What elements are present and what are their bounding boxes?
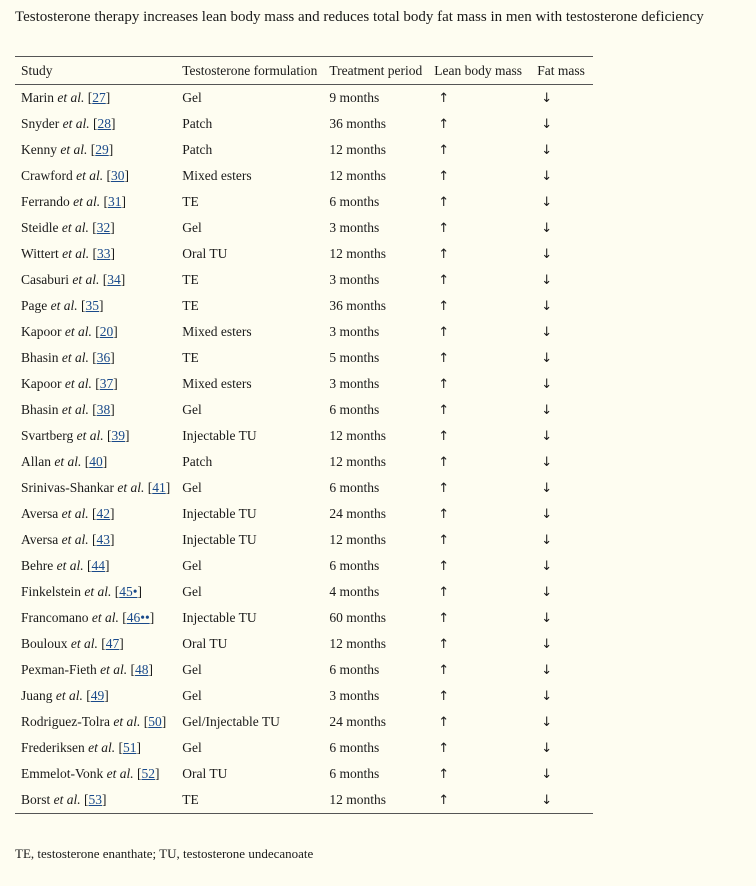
study-author: Frederiksen [21, 740, 85, 755]
study-author: Borst [21, 792, 51, 807]
study-author: Crawford [21, 168, 73, 183]
study-etal: et al. [64, 324, 92, 339]
fat-mass-down-arrow-icon: ↓ [541, 324, 553, 340]
study-etal: et al. [91, 610, 119, 625]
fat-mass-down-arrow-icon: ↓ [541, 142, 553, 158]
table-row [15, 553, 593, 579]
study-cell: Marin et al. [27] [21, 90, 111, 105]
study-author: Behre [21, 558, 54, 573]
study-etal: et al. [57, 90, 85, 105]
formulation-cell: Oral TU [182, 766, 228, 781]
lean-mass-up-arrow-icon: ↑ [438, 480, 450, 496]
table-row [15, 111, 593, 137]
table-row [15, 475, 593, 501]
period-cell: 3 months [329, 376, 380, 391]
formulation-cell: TE [182, 792, 199, 807]
fat-mass-down-arrow-icon: ↓ [541, 220, 553, 236]
fat-mass-down-arrow-icon: ↓ [541, 298, 553, 314]
reference-link[interactable]: 46•• [126, 610, 150, 625]
formulation-cell: TE [182, 194, 199, 209]
table-row [15, 371, 593, 397]
lean-mass-up-arrow-icon: ↑ [438, 636, 450, 652]
period-cell: 36 months [329, 298, 387, 313]
reference-link[interactable]: 41 [152, 480, 166, 495]
formulation-cell: TE [182, 350, 199, 365]
period-cell: 3 months [329, 220, 380, 235]
study-cell: Pexman-Fieth et al. [48] [21, 662, 153, 677]
reference-link[interactable]: 35 [85, 298, 99, 313]
table-row [15, 319, 593, 345]
study-cell: Juang et al. [49] [21, 688, 109, 703]
study-etal: et al. [84, 584, 112, 599]
reference-link[interactable]: 37 [99, 376, 114, 391]
study-etal: et al. [61, 220, 89, 235]
table-row [15, 709, 593, 735]
reference-link[interactable]: 38 [96, 402, 111, 417]
formulation-cell: Gel [182, 402, 202, 417]
fat-mass-down-arrow-icon: ↓ [541, 454, 553, 470]
lean-mass-up-arrow-icon: ↑ [438, 116, 450, 132]
study-cell: Aversa et al. [42] [21, 506, 115, 521]
reference-link[interactable]: 49 [90, 688, 105, 703]
reference-link[interactable]: 36 [96, 350, 111, 365]
study-cell: Bhasin et al. [36] [21, 350, 115, 365]
study-etal: et al. [76, 168, 104, 183]
formulation-cell: Gel [182, 220, 202, 235]
formulation-cell: Gel [182, 584, 202, 599]
fat-mass-down-arrow-icon: ↓ [541, 610, 553, 626]
lean-mass-up-arrow-icon: ↑ [438, 688, 450, 704]
study-author: Ferrando [21, 194, 70, 209]
reference-link[interactable]: 30 [110, 168, 125, 183]
formulation-cell: Oral TU [182, 636, 228, 651]
reference-link[interactable]: 40 [89, 454, 103, 469]
formulation-cell: Gel/Injectable TU [182, 714, 280, 729]
formulation-cell: Gel [182, 740, 202, 755]
study-author: Snyder [21, 116, 60, 131]
formulation-cell: Injectable TU [182, 428, 257, 443]
study-etal: et al. [64, 376, 92, 391]
study-cell: Crawford et al. [30] [21, 168, 129, 183]
study-cell: Kenny et al. [29] [21, 142, 114, 157]
table-row [15, 527, 593, 553]
table-row [15, 189, 593, 215]
lean-mass-up-arrow-icon: ↑ [438, 376, 450, 392]
study-cell: Emmelot-Vonk et al. [52] [21, 766, 160, 781]
study-etal: et al. [117, 480, 145, 495]
reference-link[interactable]: 52 [141, 766, 155, 781]
table-caption: Testosterone therapy increases lean body mass and reduces total body fat mass in men with testosterone deficiency [15, 9, 704, 25]
reference-link[interactable]: 32 [96, 220, 111, 235]
study-cell: Frederiksen et al. [51] [21, 740, 141, 755]
study-etal: et al. [50, 298, 78, 313]
fat-mass-down-arrow-icon: ↓ [541, 766, 553, 782]
study-author: Kapoor [21, 324, 62, 339]
table-row [15, 761, 593, 787]
period-cell: 6 months [329, 558, 380, 573]
reference-link[interactable]: 53 [88, 792, 103, 807]
study-cell: Svartberg et al. [39] [21, 428, 130, 443]
study-etal: et al. [113, 714, 141, 729]
lean-mass-up-arrow-icon: ↑ [438, 298, 450, 314]
formulation-cell: Patch [182, 454, 213, 469]
study-author: Allan [21, 454, 51, 469]
fat-mass-down-arrow-icon: ↓ [541, 532, 553, 548]
table-row [15, 683, 593, 709]
header-fat-mass: Fat mass [537, 62, 585, 78]
period-cell: 3 months [329, 324, 380, 339]
lean-mass-up-arrow-icon: ↑ [438, 194, 450, 210]
lean-mass-up-arrow-icon: ↑ [438, 402, 450, 418]
lean-mass-up-arrow-icon: ↑ [438, 428, 450, 444]
fat-mass-down-arrow-icon: ↓ [541, 662, 553, 678]
period-cell: 24 months [329, 714, 387, 729]
period-cell: 6 months [329, 766, 380, 781]
study-etal: et al. [88, 740, 116, 755]
period-cell: 6 months [329, 740, 380, 755]
table-body [15, 85, 593, 814]
reference-link[interactable]: 29 [95, 142, 109, 157]
formulation-cell: Gel [182, 90, 202, 105]
study-cell: Snyder et al. [28] [21, 116, 116, 131]
study-cell: Steidle et al. [32] [21, 220, 115, 235]
formulation-cell: Mixed esters [182, 376, 252, 391]
table-row [15, 241, 593, 267]
table-row [15, 345, 593, 371]
study-author: Francomano [21, 610, 89, 625]
study-author: Svartberg [21, 428, 74, 443]
reference-link[interactable]: 28 [97, 116, 111, 131]
study-cell: Finkelstein et al. [45•] [21, 584, 142, 599]
fat-mass-down-arrow-icon: ↓ [541, 90, 553, 106]
study-cell: Kapoor et al. [20] [21, 324, 118, 339]
study-author: Page [21, 298, 48, 313]
table-row [15, 215, 593, 241]
fat-mass-down-arrow-icon: ↓ [541, 740, 553, 756]
study-author: Steidle [21, 220, 59, 235]
fat-mass-down-arrow-icon: ↓ [541, 636, 553, 652]
study-author: Wittert [21, 246, 59, 261]
fat-mass-down-arrow-icon: ↓ [541, 246, 553, 262]
formulation-cell: Oral TU [182, 246, 228, 261]
study-cell: Bouloux et al. [47] [21, 636, 124, 651]
table-row [15, 267, 593, 293]
period-cell: 6 months [329, 194, 380, 209]
period-cell: 6 months [329, 480, 380, 495]
fat-mass-down-arrow-icon: ↓ [541, 168, 553, 184]
table-row [15, 631, 593, 657]
study-cell: Bhasin et al. [38] [21, 402, 115, 417]
lean-mass-up-arrow-icon: ↑ [438, 220, 450, 236]
formulation-cell: Injectable TU [182, 506, 257, 521]
study-cell: Borst et al. [53] [21, 792, 107, 807]
study-author: Marin [21, 90, 54, 105]
table-row [15, 735, 593, 761]
study-etal: et al. [62, 116, 90, 131]
fat-mass-down-arrow-icon: ↓ [541, 558, 553, 574]
fat-mass-down-arrow-icon: ↓ [541, 376, 553, 392]
study-cell: Srinivas-Shankar et al. [41] [21, 480, 171, 495]
study-author: Bhasin [21, 350, 59, 365]
period-cell: 9 months [329, 90, 380, 105]
lean-mass-up-arrow-icon: ↑ [438, 532, 450, 548]
study-etal: et al. [56, 558, 84, 573]
reference-link[interactable]: 33 [96, 246, 111, 261]
formulation-cell: TE [182, 298, 199, 313]
study-etal: et al. [100, 662, 128, 677]
lean-mass-up-arrow-icon: ↑ [438, 454, 450, 470]
reference-link[interactable]: 42 [96, 506, 110, 521]
study-etal: et al. [76, 428, 104, 443]
period-cell: 12 months [329, 168, 387, 183]
lean-mass-up-arrow-icon: ↑ [438, 272, 450, 288]
period-cell: 12 months [329, 636, 387, 651]
reference-link[interactable]: 34 [107, 272, 121, 287]
reference-link[interactable]: 27 [92, 90, 106, 105]
table-row [15, 657, 593, 683]
reference-link[interactable]: 44 [91, 558, 105, 573]
period-cell: 12 months [329, 532, 387, 547]
period-cell: 5 months [329, 350, 380, 365]
fat-mass-down-arrow-icon: ↓ [541, 272, 553, 288]
fat-mass-down-arrow-icon: ↓ [541, 194, 553, 210]
header-study: Study [21, 62, 53, 78]
reference-link[interactable]: 50 [148, 714, 162, 729]
study-author: Finkelstein [21, 584, 81, 599]
study-etal: et al. [53, 792, 81, 807]
period-cell: 12 months [329, 454, 387, 469]
reference-link[interactable]: 20 [99, 324, 114, 339]
formulation-cell: Gel [182, 558, 202, 573]
reference-link[interactable]: 31 [107, 194, 122, 209]
formulation-cell: Patch [182, 116, 213, 131]
fat-mass-down-arrow-icon: ↓ [541, 584, 553, 600]
formulation-cell: Patch [182, 142, 213, 157]
table-row [15, 579, 593, 605]
study-cell: Allan et al. [40] [21, 454, 108, 469]
study-cell: Behre et al. [44] [21, 558, 110, 573]
study-etal: et al. [55, 688, 83, 703]
period-cell: 12 months [329, 428, 387, 443]
study-etal: et al. [73, 194, 101, 209]
lean-mass-up-arrow-icon: ↑ [438, 90, 450, 106]
study-cell: Rodriguez-Tolra et al. [50] [21, 714, 167, 729]
period-cell: 12 months [329, 142, 387, 157]
study-author: Aversa [21, 532, 59, 547]
study-table [15, 56, 593, 814]
formulation-cell: Injectable TU [182, 532, 257, 547]
lean-mass-up-arrow-icon: ↑ [438, 350, 450, 366]
table-row [15, 293, 593, 319]
table-row [15, 423, 593, 449]
formulation-cell: Gel [182, 688, 202, 703]
formulation-cell: Gel [182, 480, 202, 495]
study-cell: Casaburi et al. [34] [21, 272, 126, 287]
lean-mass-up-arrow-icon: ↑ [438, 168, 450, 184]
header-row [15, 57, 593, 85]
reference-link[interactable]: 48 [135, 662, 149, 677]
header-lean-body-mass: Lean body mass [434, 62, 522, 78]
formulation-cell: Gel [182, 662, 202, 677]
table-row [15, 137, 593, 163]
study-etal: et al. [61, 532, 89, 547]
reference-link[interactable]: 51 [122, 740, 137, 755]
table-row [15, 501, 593, 527]
table-row [15, 787, 593, 814]
header-formulation: Testosterone formulation [182, 62, 318, 78]
period-cell: 24 months [329, 506, 387, 521]
lean-mass-up-arrow-icon: ↑ [438, 714, 450, 730]
lean-mass-up-arrow-icon: ↑ [438, 558, 450, 574]
period-cell: 6 months [329, 402, 380, 417]
table-row [15, 397, 593, 423]
study-author: Kapoor [21, 376, 62, 391]
study-author: Rodriguez-Tolra [21, 714, 111, 729]
fat-mass-down-arrow-icon: ↓ [541, 116, 553, 132]
study-author: Bouloux [21, 636, 68, 651]
header-period: Treatment period [329, 62, 423, 78]
lean-mass-up-arrow-icon: ↑ [438, 142, 450, 158]
study-etal: et al. [60, 142, 88, 157]
fat-mass-down-arrow-icon: ↓ [541, 792, 553, 808]
formulation-cell: TE [182, 272, 199, 287]
study-author: Juang [21, 688, 53, 703]
reference-link[interactable]: 47 [105, 636, 120, 651]
period-cell: 36 months [329, 116, 387, 131]
table-row [15, 163, 593, 189]
study-author: Bhasin [21, 402, 59, 417]
lean-mass-up-arrow-icon: ↑ [438, 766, 450, 782]
study-cell: Ferrando et al. [31] [21, 194, 126, 209]
period-cell: 12 months [329, 246, 387, 261]
study-etal: et al. [61, 350, 89, 365]
study-etal: et al. [54, 454, 82, 469]
study-author: Pexman-Fieth [21, 662, 97, 677]
study-author: Aversa [21, 506, 59, 521]
study-cell: Kapoor et al. [37] [21, 376, 118, 391]
fat-mass-down-arrow-icon: ↓ [541, 714, 553, 730]
lean-mass-up-arrow-icon: ↑ [438, 610, 450, 626]
lean-mass-up-arrow-icon: ↑ [438, 324, 450, 340]
period-cell: 12 months [329, 792, 387, 807]
study-etal: et al. [70, 636, 98, 651]
fat-mass-down-arrow-icon: ↓ [541, 428, 553, 444]
period-cell: 60 months [329, 610, 387, 625]
fat-mass-down-arrow-icon: ↓ [541, 688, 553, 704]
table-row [15, 605, 593, 631]
lean-mass-up-arrow-icon: ↑ [438, 584, 450, 600]
study-etal: et al. [61, 506, 89, 521]
study-etal: et al. [72, 272, 100, 287]
table-row [15, 85, 593, 112]
formulation-cell: Mixed esters [182, 168, 252, 183]
study-cell: Page et al. [35] [21, 298, 104, 313]
fat-mass-down-arrow-icon: ↓ [541, 506, 553, 522]
reference-link[interactable]: 43 [96, 532, 110, 547]
study-author: Kenny [21, 142, 57, 157]
period-cell: 6 months [329, 662, 380, 677]
reference-link[interactable]: 39 [111, 428, 125, 443]
study-etal: et al. [62, 246, 90, 261]
study-etal: et al. [61, 402, 89, 417]
formulation-cell: Injectable TU [182, 610, 257, 625]
lean-mass-up-arrow-icon: ↑ [438, 740, 450, 756]
table-row [15, 449, 593, 475]
study-cell: Wittert et al. [33] [21, 246, 115, 261]
lean-mass-up-arrow-icon: ↑ [438, 662, 450, 678]
formulation-cell: Mixed esters [182, 324, 252, 339]
fat-mass-down-arrow-icon: ↓ [541, 350, 553, 366]
study-cell: Francomano et al. [46••] [21, 610, 155, 625]
fat-mass-down-arrow-icon: ↓ [541, 402, 553, 418]
lean-mass-up-arrow-icon: ↑ [438, 792, 450, 808]
lean-mass-up-arrow-icon: ↑ [438, 506, 450, 522]
table-footnote: TE, testosterone enanthate; TU, testosterone undecanoate [15, 846, 314, 861]
lean-mass-up-arrow-icon: ↑ [438, 246, 450, 262]
fat-mass-down-arrow-icon: ↓ [541, 480, 553, 496]
study-etal: et al. [106, 766, 134, 781]
period-cell: 3 months [329, 272, 380, 287]
period-cell: 3 months [329, 688, 380, 703]
study-cell: Aversa et al. [43] [21, 532, 115, 547]
study-author: Srinivas-Shankar [21, 480, 114, 495]
study-author: Casaburi [21, 272, 69, 287]
study-author: Emmelot-Vonk [21, 766, 104, 781]
reference-link[interactable]: 45• [119, 584, 138, 599]
period-cell: 4 months [329, 584, 380, 599]
